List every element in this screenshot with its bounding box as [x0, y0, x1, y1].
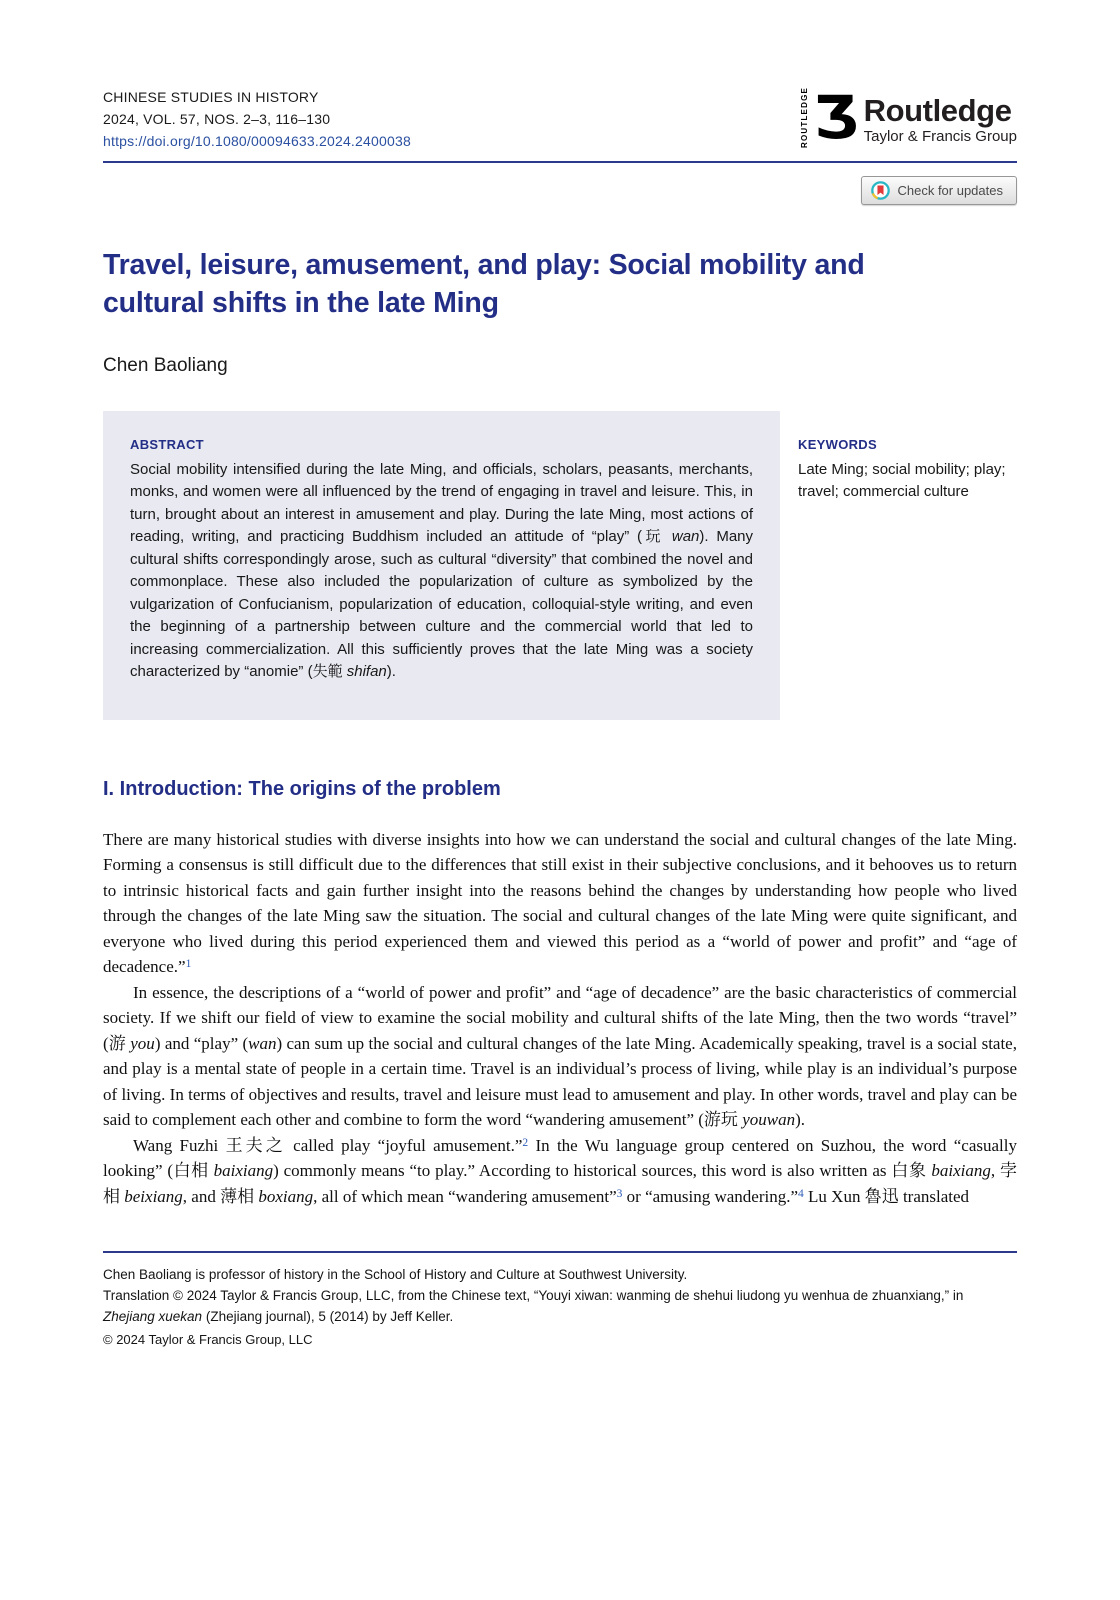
keywords-block	[780, 411, 1017, 503]
abstract-label: ABSTRACT	[130, 436, 204, 452]
author-name: Chen Baoliang	[103, 354, 228, 376]
routledge-logo	[799, 83, 1017, 152]
page-title: Travel, leisure, amusement, and play: Social mobility and cultural shifts in the late Ming	[103, 249, 865, 319]
journal-header	[103, 83, 1017, 152]
body-paragraph-2: In essence, the descriptions of a “world of power and profit” and “age of decadence” are the basic characteristics of commercial society. If we shift our field of view to examine the social mobility and cultural shifts of the late Ming, then the two words “travel” (游 you) and “play” (wan) can sum up the social and cultural changes of the late Ming. Academically speaking, travel is a social state, and play is a mental state of people in a certain time. Travel is an individual’s process of living, while play is an individual’s purpose of living. In terms of objectives and results, travel and leisure must lead to amusement and play. In other words, travel and play can be said to complement each other and combine to form the word “wandering amusement” (游玩 youwan).	[103, 982, 1017, 1130]
keywords-label: KEYWORDS	[798, 436, 877, 452]
footnote-ref[interactable]: 2	[522, 1136, 529, 1149]
crossmark-icon	[871, 181, 890, 200]
abstract-text: Social mobility intensified during the late Ming, and officials, scholars, peasants, merchants, monks, and women were all influenced by the trend of engaging in travel and leisure. This, in turn, brought about an interest in amusement and play. During the late Ming, most actions of reading, writing, and practicing Buddhism included an attitude of “play” (玩 wan). Many cultural shifts correspondingly arose, such as cultural “diversity” that combined the novel and commonplace. These also included the popularization of culture as symbolized by the vulgarization of Confucianism, popularization of education, colloquial-style writing, and even the beginning of a partnership between culture and the commercial world that led to increasing commercialization. All this sufficiently proves that the late Ming was a society characterized by “anomie” (失範 shifan).	[130, 460, 754, 681]
check-for-updates-button[interactable]	[861, 176, 1017, 205]
publisher-name: Routledge	[863, 93, 1012, 128]
abstract-keywords-row	[103, 411, 1017, 720]
publisher-names	[864, 94, 1017, 146]
doi-link[interactable]: https://doi.org/10.1080/00094633.2024.2400038	[103, 133, 411, 149]
section-heading-introduction: I. Introduction: The origins of the problem	[103, 777, 501, 800]
body-paragraph-3: Wang Fuzhi 王夫之 called play “joyful amusement.”$^2$ In the Wu language group centered on Suzhou, the word “casually looking” (白相 baixiang) commonly means “to play.” According to historical sources, this word is also written as 白象 baixiang, 孛相 beixiang, and 薄相 boxiang, all of which mean “wandering amusement”$^3$ or “amusing wandering.”$^4$ Lu Xun 魯迅 translated	[103, 1135, 1017, 1206]
footnote-ref[interactable]: 3	[616, 1187, 623, 1200]
routledge-vertical-label: ROUTLEDGE	[799, 86, 809, 148]
journal-issue-info: 2024, VOL. 57, NOS. 2–3, 116–130	[103, 111, 331, 127]
footnote-ref[interactable]: 4	[798, 1187, 804, 1200]
check-updates-row	[103, 176, 1017, 205]
body-paragraph-1: There are many historical studies with diverse insights into how we can understand the social and cultural changes of the late Ming. Forming a consensus is still difficult due to the differences that still exist in their subjective conclusions, and it behooves us to return to intrinsic historical facts and gain further insight into the reasons behind the changes by understanding how people who lived through the changes of the late Ming saw the situation. The social and cultural changes of the late Ming were quite significant, and everyone who lived during this period experienced them and viewed this period as a “world of power and profit” and “age of decadence.”$^1$	[103, 829, 1017, 977]
check-for-updates-label: Check for updates	[897, 183, 1003, 198]
footnote-ref[interactable]: 1	[185, 958, 192, 971]
journal-meta	[103, 86, 411, 152]
header-divider	[103, 161, 1017, 163]
journal-name: CHINESE STUDIES IN HISTORY	[103, 89, 319, 105]
footer-notes	[103, 1265, 1017, 1350]
publisher-group-name: Taylor & Francis Group	[863, 128, 1017, 145]
footnote-divider	[103, 1251, 1017, 1253]
routledge-book-icon: Ʒ	[813, 83, 859, 151]
keywords-text: Late Ming; social mobility; play; travel; commercial culture	[798, 460, 1006, 500]
article-body	[103, 827, 1017, 1210]
copyright-note: © 2024 Taylor & Francis Group, LLC	[103, 1332, 313, 1348]
translation-note: Translation © 2024 Taylor & Francis Group, LLC, from the Chinese text, “Youyi xiwan: wanming de shehui liudong yu wenhua de zhuanxiang,” in Zhejiang xuekan (Zhejiang journal), 5 (2014) by Jeff Keller.	[103, 1288, 964, 1325]
abstract-panel	[103, 411, 780, 720]
author-bio-note: Chen Baoliang is professor of history in the School of History and Culture at Southwest University.	[103, 1267, 688, 1283]
